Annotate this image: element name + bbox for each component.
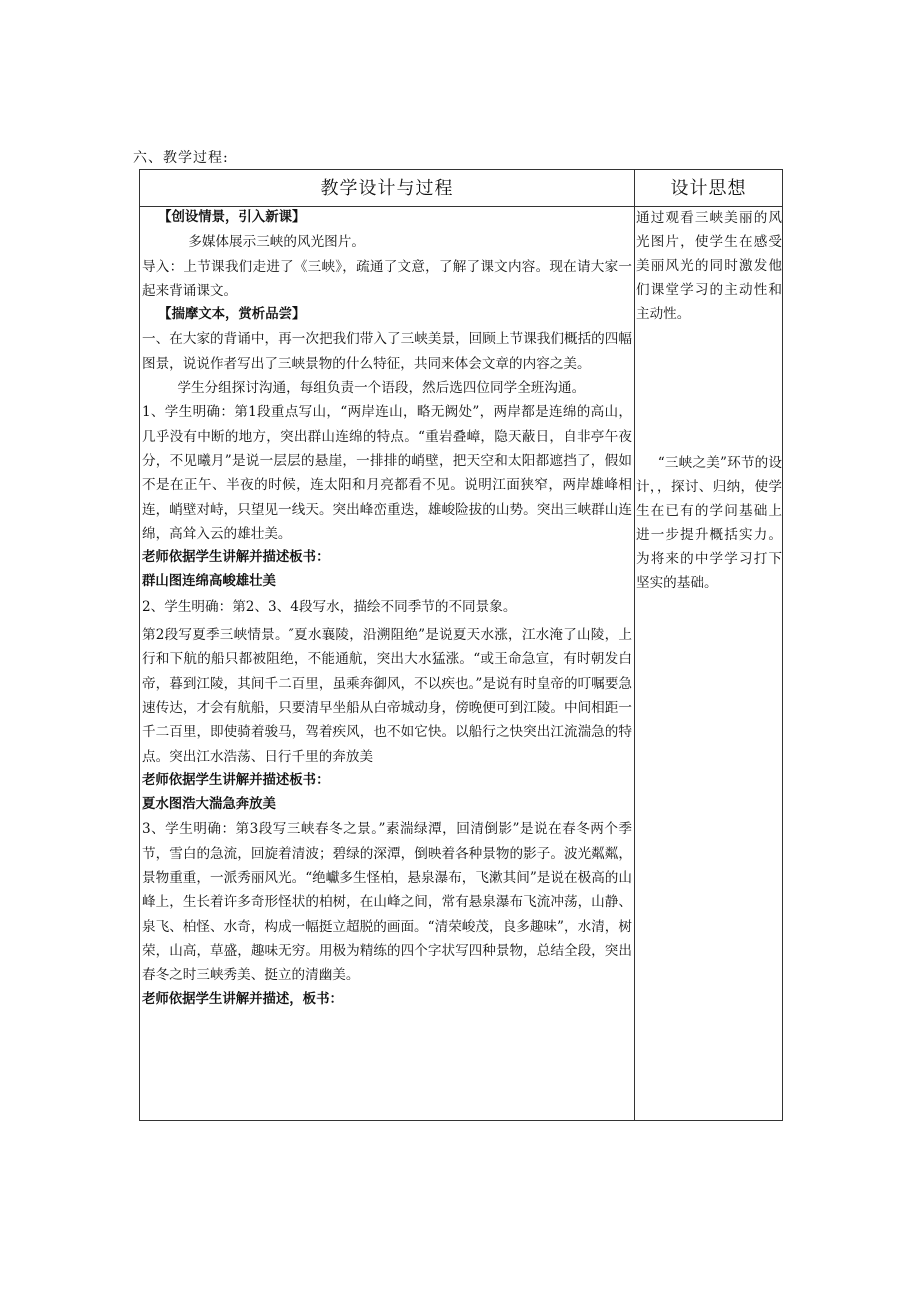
design-idea-cell-bottom [636,451,782,595]
header-teaching-design: 教学设计与过程 [320,178,454,199]
board-note-summer: 夏水图浩大湍急奔放美 [142,797,276,813]
design-idea-media: 通过观看三峡美丽的风光图片，使学生在感受美丽风光的同时激发他们课堂学习的主动性和主动性。 [636,210,782,322]
section-heading: 六、教学过程: [133,150,229,166]
board-note-label: 老师依据学生讲解并描述，板书： [142,991,343,1007]
column-divider [634,170,635,1120]
subheading-intro: 【创设情景，引入新课】 [158,210,306,225]
design-idea-three-gorges: “三峡之美”环节的设计，，探讨、归纳，使学生在已有的学问基础上进一步提升概括实力。为将来的中学学习打下坚实的基础。 [636,455,782,591]
board-note-mountains: 群山图连绵高峻雄壮美 [142,574,276,590]
paragraph-media: 多媒体展示三峡的风光图片。 [188,234,365,251]
paragraph-question-one: 一、在大家的背诵中，再一次把我们带入了三峡美景，回顾上节课我们概括的四幅图景，说说作者写出了三峡景物的什么特征，共同来体会文章的内容之美。 [142,331,632,372]
teaching-design-cell [142,206,632,1012]
paragraph-point-one: 1、学生明确：第1段重点写山，“两岸连山，略无阙处”，两岸都是连绵的高山，几乎没有中断的地方，突出群山连绵的特点。“重岩叠嶂，隐天蔽日，自非亭午夜分，不见曦月”是说一层层的悬崖，一排排的峭壁，把天空和太阳都遮挡了，假如不是在正午、半夜的时候，连太阳和月亮都看不见。说明江面狭窄，两岸雄峰相连，峭壁对峙，只望见一线天。突出峰峦重迭，雄峻险拔的山势。突出三峡群山连绵，高耸入云的雄壮美。 [142,404,632,542]
board-note-label: 老师依据学生讲解并描述板书： [142,550,330,566]
paragraph-point-three: 3、学生明确：第3段写三峡春冬之景。”素湍绿潭，回清倒影”是说在春冬两个季节，雪白的急流，回旋着清波；碧绿的深潭，倒映着各种景物的影子。波光粼粼，景物重重，一派秀丽风光。“绝巘多生怪柏，悬泉瀑布，飞漱其间”是说在极高的山峰上，生长着许多奇形怪状的柏树，在山峰之间，常有悬泉瀑布飞流冲荡，山静、泉飞、柏怪、水奇，构成一幅挺立超脱的画面。“清荣峻茂，良多趣味”，水清，树荣，山高，草盛，趣味无穷。用极为精练的四个字状写四种景物，总结全段，突出春冬之时三峡秀美、挺立的清幽美。 [142,821,632,984]
paragraph-summer: 第2段写夏季三峡情景。″夏水襄陵，沿溯阻绝”是说夏天水涨，江水淹了山陵，上行和下航的船只都被阻绝，不能通航，突出大水猛涨。“或王命急宣，有时朝发白帝，暮到江陵，其间千二百里，虽乘奔御风，不以疾也。”是说有时皇帝的叮嘱要急速传达，才会有航船，只要清早坐船从白帝城动身，傍晚便可到江陵。中间相距一千二百里，即使骑着骏马，驾着疾风，也不如它快。以船行之快突出江流湍急的特点。突出江水浩荡、日行千里的奔放美 [142,627,632,765]
teaching-process-table [139,169,783,1121]
paragraph-lead-in: 导入：上节课我们走进了《三峡》，疏通了文意，了解了课文内容。现在请大家一起来背诵课文。 [142,258,632,299]
paragraph-group-discussion: 学生分组探讨沟通，每组负责一个语段，然后选四位同学全班沟通。 [177,380,586,397]
paragraph-point-two: 2、学生明确：第2、3、4段写水，描绘不同季节的不同景象。 [142,598,517,615]
subheading-analysis: 【揣摩文本，赏析品尝】 [158,307,306,323]
board-note-label: 老师依据学生讲解并描述板书： [142,772,330,788]
header-design-idea: 设计思想 [670,178,747,199]
design-idea-cell-top [636,206,782,326]
